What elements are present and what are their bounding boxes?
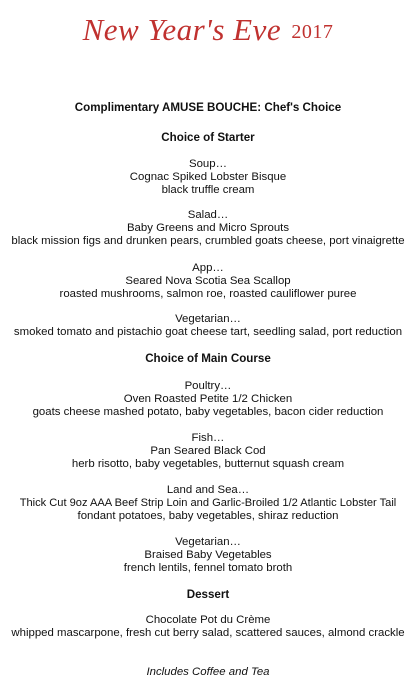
salad-name: Baby Greens and Micro Sprouts: [126, 222, 290, 234]
main-veg-name: Braised Baby Vegetables: [144, 549, 272, 561]
soup-label: Soup…: [189, 158, 227, 170]
app-desc: roasted mushrooms, salmon roe, roasted cauliflower puree: [59, 288, 357, 300]
fish-label: Fish…: [191, 432, 225, 444]
title-text: New Year's Eve: [82, 12, 282, 47]
main-veg-desc: french lentils, fennel tomato broth: [123, 562, 293, 574]
poultry-desc: goats cheese mashed potato, baby vegetables, bacon cider reduction: [32, 406, 384, 418]
title-year: 2017: [291, 21, 334, 43]
landsea-name: Thick Cut 9oz AAA Beef Strip Loin and Garlic-Broiled 1/2 Atlantic Lobster Tail: [19, 497, 397, 509]
landsea-label: Land and Sea…: [166, 484, 250, 496]
amuse-bouche-heading: Complimentary AMUSE BOUCHE: Chef's Choice: [74, 101, 342, 114]
poultry-name: Oven Roasted Petite 1/2 Chicken: [123, 393, 293, 405]
landsea-desc: fondant potatoes, baby vegetables, shiraz reduction: [77, 510, 339, 522]
starter-heading: Choice of Starter: [161, 131, 255, 144]
menu-title: [0, 12, 416, 48]
app-name: Seared Nova Scotia Sea Scallop: [125, 275, 291, 287]
soup-desc: black truffle cream: [161, 184, 255, 196]
app-label: App…: [192, 262, 224, 274]
main-heading: Choice of Main Course: [145, 352, 271, 365]
starter-veg-label: Vegetarian…: [175, 313, 241, 325]
footer-note: Includes Coffee and Tea: [146, 666, 270, 678]
dessert-heading: Dessert: [186, 588, 230, 601]
main-veg-label: Vegetarian…: [175, 536, 241, 548]
poultry-label: Poultry…: [184, 380, 232, 392]
dessert-name: Chocolate Pot du Crème: [145, 614, 271, 626]
salad-label: Salad…: [187, 209, 229, 221]
fish-name: Pan Seared Black Cod: [150, 445, 266, 457]
soup-name: Cognac Spiked Lobster Bisque: [129, 171, 287, 183]
fish-desc: herb risotto, baby vegetables, butternut squash cream: [71, 458, 345, 470]
starter-veg-desc: smoked tomato and pistachio goat cheese tart, seedling salad, port reduction: [13, 326, 403, 338]
salad-desc: black mission figs and drunken pears, crumbled goats cheese, port vinaigrette: [11, 235, 405, 247]
dessert-desc: whipped mascarpone, fresh cut berry salad, scattered sauces, almond crackle: [11, 627, 405, 639]
